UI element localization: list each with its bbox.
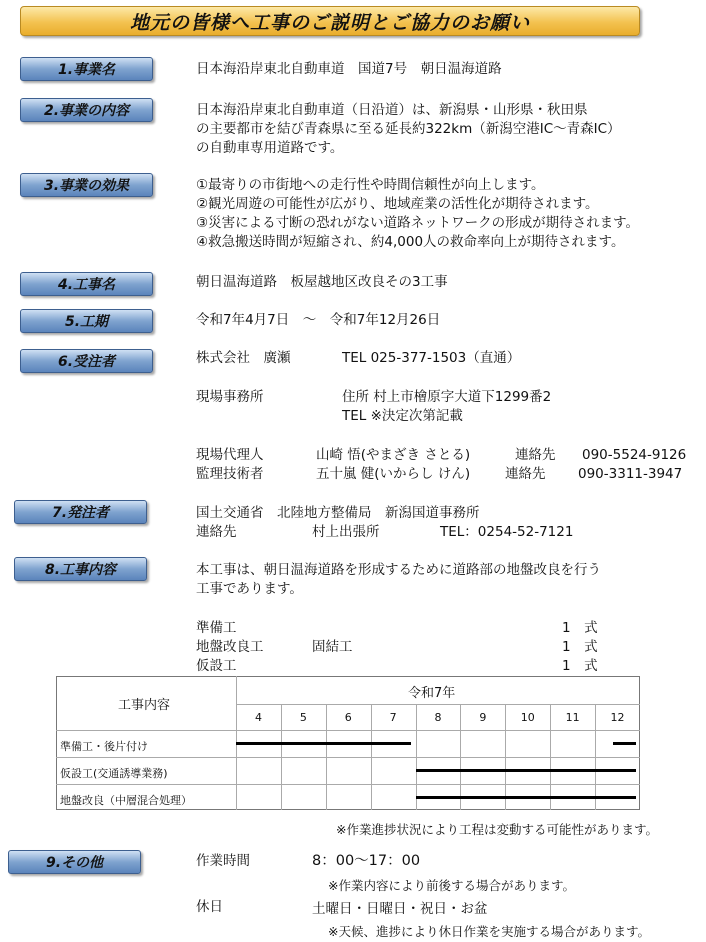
schedule-row-line <box>56 757 640 758</box>
contractor-tel: TEL 025-377-1503（直通） <box>342 350 521 366</box>
effect-item: ①最寄りの市街地への走行性や時間信頼性が向上します。 <box>196 177 545 193</box>
schedule-month-divider <box>550 704 551 810</box>
work-item-qty: 1 式 <box>562 620 598 636</box>
schedule-bar <box>416 769 636 772</box>
work-desc-line: 工事であります。 <box>196 581 303 597</box>
project-desc-line: 日本海沿岸東北自動車道（日沿道）は、新潟県・山形県・秋田県 <box>196 102 588 118</box>
contractor-company: 株式会社 廣瀬 <box>196 350 291 366</box>
schedule-row-label: 準備工・後片付け <box>60 740 148 753</box>
holidays: 土曜日・日曜日・祝日・お盆 <box>312 901 488 917</box>
schedule-chart <box>56 676 640 810</box>
engineer-label: 監理技術者 <box>196 466 264 482</box>
construction-name: 朝日温海道路 板屋越地区改良その3工事 <box>196 274 448 290</box>
schedule-row-label: 仮設工(交通誘導業務) <box>60 767 168 780</box>
orderer-contact-label: 連絡先 <box>196 524 237 540</box>
schedule-month-label: 9 <box>479 711 487 724</box>
project-desc-line: の自動車専用道路です。 <box>196 140 344 156</box>
schedule-month-divider <box>371 704 372 810</box>
holiday-note: ※天候、進捗により休日作業を実施する場合があります。 <box>328 924 650 939</box>
effect-item: ④救急搬送時間が短縮され、約4,000人の救命率向上が期待されます。 <box>196 234 625 250</box>
schedule-bar <box>236 742 411 745</box>
work-desc-line: 本工事は、朝日温海道路を形成するために道路部の地盤改良を行う <box>196 562 601 578</box>
work-hours-label: 作業時間 <box>196 853 250 869</box>
schedule-month-label: 4 <box>254 711 262 724</box>
page-title: 地元の皆様へ工事のご説明とご協力のお願い <box>20 6 640 36</box>
section-header-kojinaiyo: 8.工事内容 <box>14 557 147 581</box>
work-item-name: 地盤改良工 <box>196 639 264 655</box>
section-header-kojimei: 4.工事名 <box>20 272 153 296</box>
effect-item: ③災害による寸断の恐れがない道路ネットワークの形成が期待されます。 <box>196 215 640 231</box>
work-item-qty: 1 式 <box>562 658 598 674</box>
section-header-sonota: 9.その他 <box>8 850 141 874</box>
schedule-month-divider <box>281 704 282 810</box>
work-hours: 8：00～17：00 <box>312 853 421 869</box>
site-agent-name: 山崎 悟(やまざき さとる) <box>316 447 471 463</box>
schedule-row-line <box>236 704 640 705</box>
construction-period: 令和7年4月7日 ～ 令和7年12月26日 <box>196 312 441 328</box>
orderer-branch: 村上出張所 <box>312 524 380 540</box>
schedule-note: ※作業進捗状況により工程は変動する可能性があります。 <box>336 822 658 837</box>
schedule-row-label: 地盤改良（中層混合処理） <box>60 794 192 807</box>
site-office-label: 現場事務所 <box>196 389 264 405</box>
work-item-name: 仮設工 <box>196 658 237 674</box>
schedule-month-label: 8 <box>434 711 442 724</box>
section-header-koka: 3.事業の効果 <box>20 173 153 197</box>
schedule-month-label: 12 <box>610 711 625 724</box>
schedule-month-divider <box>326 704 327 810</box>
effect-item: ②観光周遊の可能性が広がり、地域産業の活性化が期待されます。 <box>196 196 599 212</box>
schedule-bar <box>613 742 635 745</box>
schedule-month-divider <box>416 704 417 810</box>
schedule-row-line <box>56 784 640 785</box>
orderer-tel: TEL：0254-52-7121 <box>440 524 574 540</box>
work-item-name: 準備工 <box>196 620 237 636</box>
section-header-jutyusha: 6.受注者 <box>20 349 153 373</box>
work-item-qty: 1 式 <box>562 639 598 655</box>
schedule-header-label: 工事内容 <box>118 698 171 713</box>
schedule-month-label: 6 <box>344 711 352 724</box>
section-header-naiyo: 2.事業の内容 <box>20 98 153 122</box>
site-agent-contact: 090-5524-9126 <box>582 447 687 463</box>
schedule-year-label: 令和7年 <box>408 686 456 701</box>
engineer-contact-label: 連絡先 <box>505 466 546 482</box>
schedule-month-divider <box>505 704 506 810</box>
section-header-jigyomei: 1.事業名 <box>20 57 153 81</box>
orderer-name: 国土交通省 北陸地方整備局 新潟国道事務所 <box>196 505 480 521</box>
schedule-month-label: 10 <box>520 711 535 724</box>
site-office-address: 住所 村上市檜原字大道下1299番2 <box>342 389 552 405</box>
schedule-month-label: 11 <box>565 711 580 724</box>
site-agent-contact-label: 連絡先 <box>515 447 556 463</box>
project-name: 日本海沿岸東北自動車道 国道7号 朝日温海道路 <box>196 61 502 77</box>
work-item-sub: 固結工 <box>312 639 353 655</box>
engineer-name: 五十嵐 健(いからし けん) <box>316 466 471 482</box>
holiday-label: 休日 <box>196 899 223 915</box>
project-desc-line: の主要都市を結び青森県に至る延長約322km（新潟空港IC～青森IC） <box>196 121 621 137</box>
section-header-hatchusha: 7.発注者 <box>14 500 147 524</box>
site-agent-label: 現場代理人 <box>196 447 264 463</box>
work-hours-note: ※作業内容により前後する場合があります。 <box>328 878 575 893</box>
engineer-contact: 090-3311-3947 <box>578 466 683 482</box>
schedule-month-label: 7 <box>389 711 397 724</box>
site-office-tel: TEL ※決定次第記載 <box>342 408 463 424</box>
schedule-month-divider <box>595 704 596 810</box>
schedule-month-divider <box>460 704 461 810</box>
schedule-bar <box>416 796 636 799</box>
schedule-month-label: 5 <box>299 711 307 724</box>
schedule-row-line <box>56 730 640 731</box>
section-header-koki: 5.工期 <box>20 309 153 333</box>
